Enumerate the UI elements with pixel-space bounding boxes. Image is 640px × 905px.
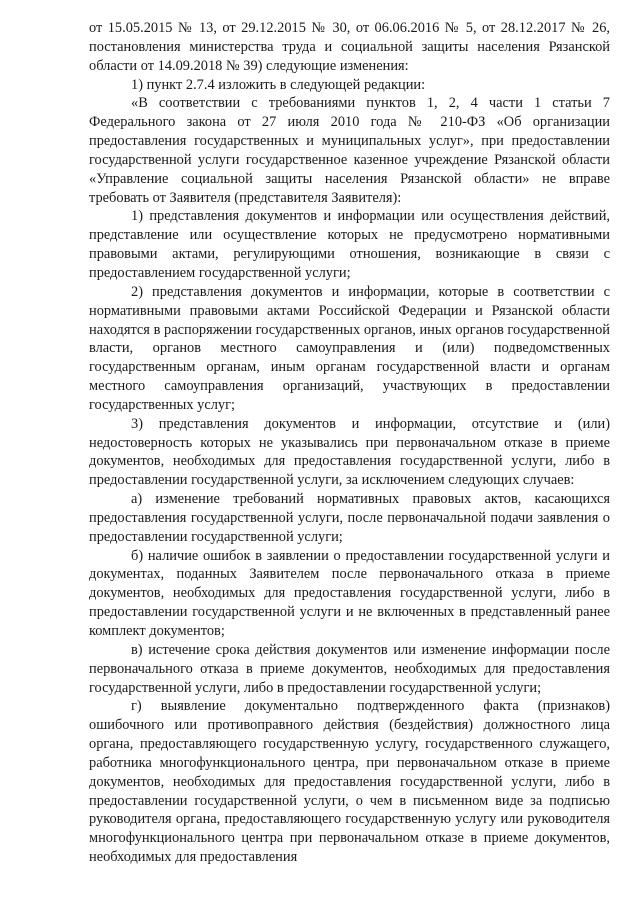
paragraph-item-1-intro: 1) пункт 2.7.4 изложить в следующей редакции: bbox=[131, 76, 426, 93]
paragraph-case-a: а) изменение требований нормативных правовых актов, касающихся предоставления государственной услуги, после первоначальной подачи заявления о предоставлении государственной услуги; bbox=[89, 491, 610, 545]
paragraph-subitem-1: 1) представления документов и информации или осуществления действий, представление или осуществление которых не предусмотрено нормативными правовыми актами, регулирующими отношения, возникающие в связи с предоставлением государственной услуги; bbox=[89, 208, 610, 281]
paragraph-subitem-3: 3) представления документов и информации, отсутствие и (или) недостоверность которых не указывались при первоначальном отказе в приеме документов, необходимых для предоставления государственной услуги, либо в предоставлении государственной услуги, за исключением следующих случаев: bbox=[89, 415, 610, 489]
paragraph-continuation: от 15.05.2015 № 13, от 29.12.2015 № 30, от 06.06.2016 № 5, от 28.12.2017 № 26, постановления министерства труда и социальной защиты населения Рязанской области от 14.09.2018 № 39) следующие изменения: bbox=[89, 20, 610, 74]
paragraph-subitem-2: 2) представления документов и информации, которые в соответствии с нормативными правовыми актами Российской Федерации и Рязанской области находятся в распоряжении государственных органов, иных органов государственной власти, органов местного самоуправления и (или) подведомственных государственным органам, иным органам государственной власти и органам местного самоуправления организаций, участвующих в предоставлении государственных услуг; bbox=[89, 283, 610, 413]
paragraph-quoted-requirements: «В соответствии с требованиями пунктов 1, 2, 4 части 1 статьи 7 Федерального закона от 27 июля 2010 года № 210-ФЗ «Об организации предоставления государственных и муниципальных услуг», при предоставлении государственной услуги государственное казенное учреждение Рязанской области «Управление социальной защиты населения Рязанской области» не вправе требовать от Заявителя (представителя Заявителя): bbox=[89, 95, 610, 206]
paragraph-case-b: б) наличие ошибок в заявлении о предоставлении государственной услуги и документах, поданных Заявителем после первоначального отказа в приеме документов, необходимых для предоставления государственной услуги, либо в предоставлении государственной услуги и не включенных в представленный ранее комплект документов; bbox=[89, 547, 610, 639]
document-body bbox=[89, 19, 610, 867]
paragraph-case-g: г) выявление документально подтвержденного факта (признаков) ошибочного или противоправного действия (бездействия) должностного лица органа, предоставляющего государственную услугу, государственного служащего, работника многофункционального центра, при первоначальном отказе в приеме документов, необходимых для предоставления государственной услуги, либо в предоставлении государственной услуги, о чем в письменном виде за подписью руководителя органа, предоставляющего государственную услугу или руководителя многофункционального центра при первоначальном отказе в приеме документов, необходимых для предоставления bbox=[89, 698, 610, 866]
paragraph-case-v: в) истечение срока действия документов или изменение информации после первоначального отказа в приеме документов, необходимых для предоставления государственной услуги, либо в предоставлении государственной услуги; bbox=[89, 641, 610, 696]
